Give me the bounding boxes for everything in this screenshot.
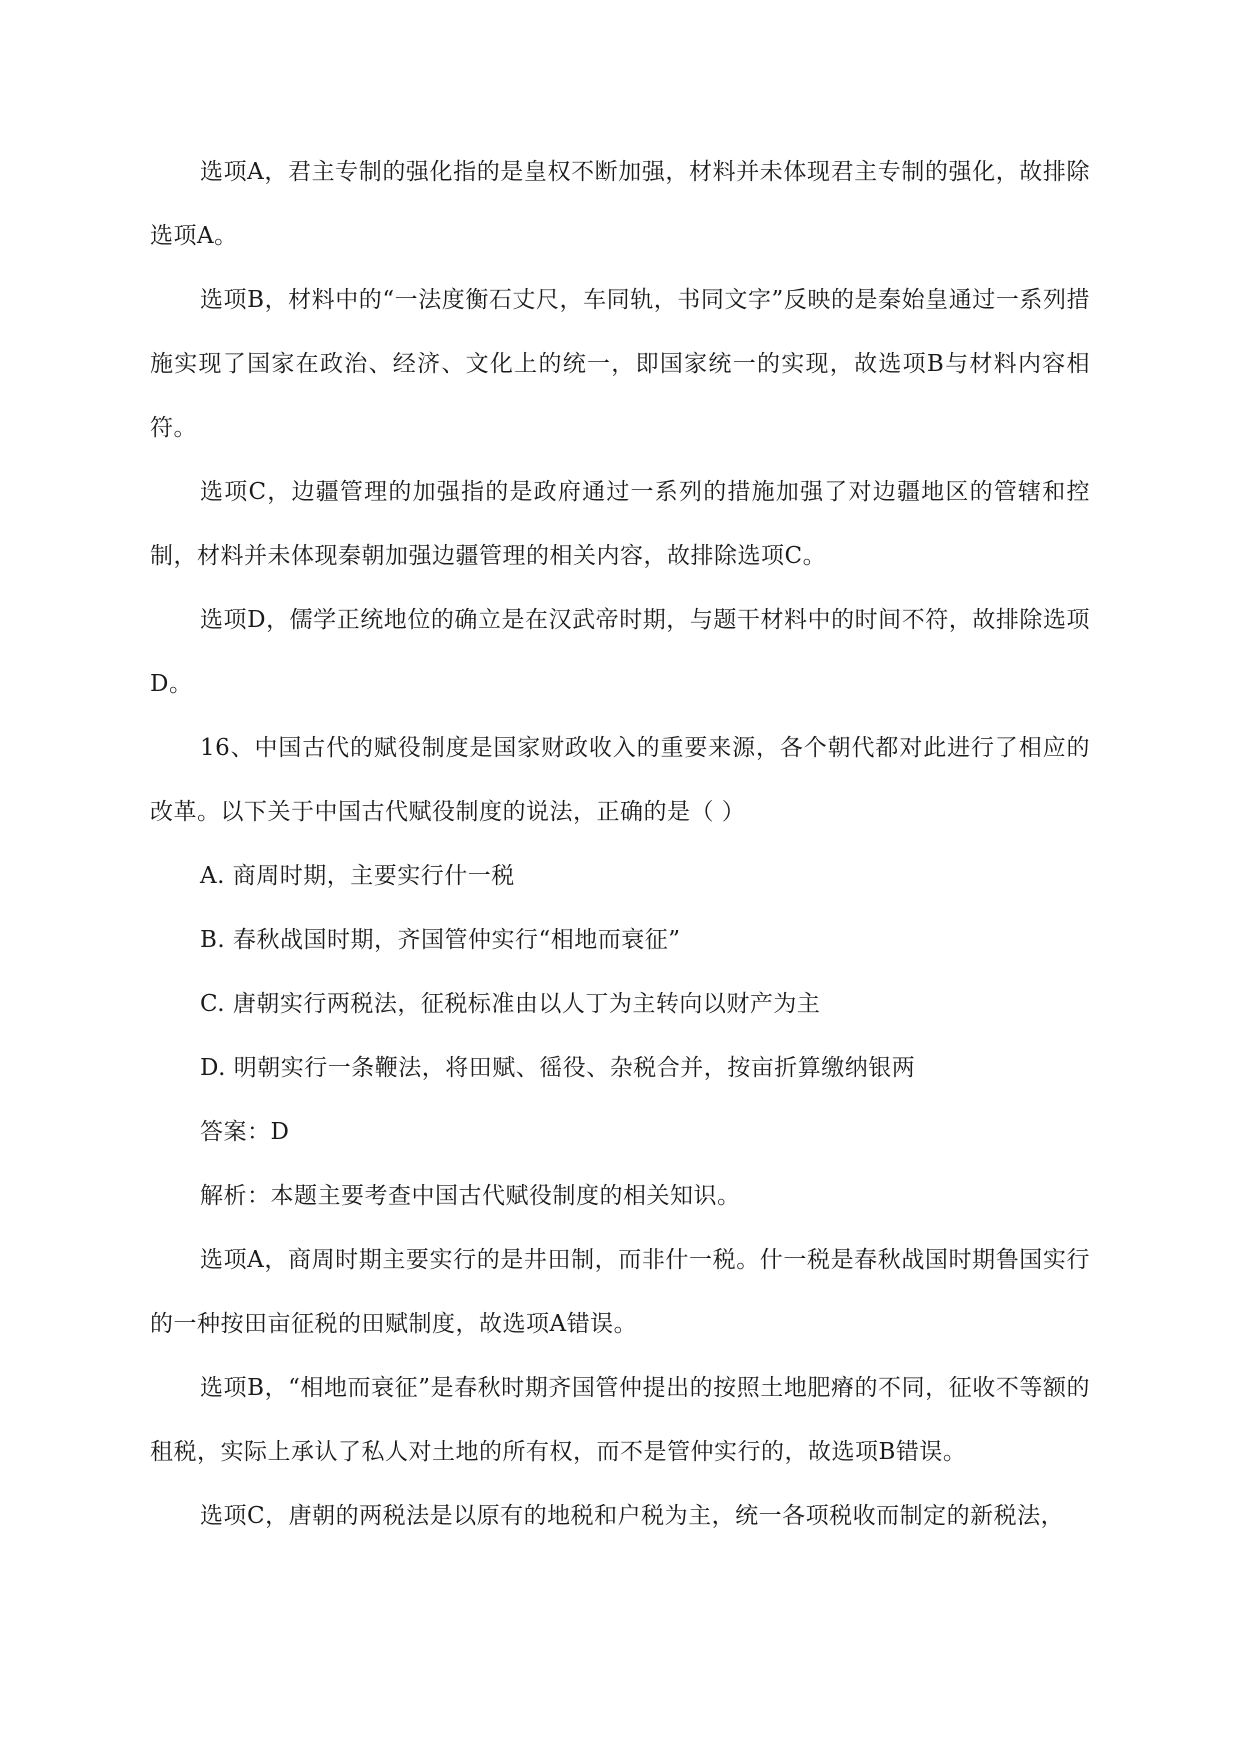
question-option-a: A. 商周时期，主要实行什一税 bbox=[200, 863, 515, 889]
question-option-d: D. 明朝实行一条鞭法，将田赋、徭役、杂税合并，按亩折算缴纳银两 bbox=[200, 1055, 916, 1081]
question-answer: 答案：D bbox=[200, 1119, 290, 1145]
paragraph-option-d: 选项D，儒学正统地位的确立是在汉武帝时期，与题干材料中的时间不符，故排除选项D。 bbox=[150, 607, 1090, 697]
paragraph-option-a: 选项A，君主专制的强化指的是皇权不断加强，材料并未体现君主专制的强化，故排除选项A。 bbox=[150, 159, 1090, 249]
document-body bbox=[150, 140, 1090, 1548]
question-stem: 16、中国古代的赋役制度是国家财政收入的重要来源，各个朝代都对此进行了相应的改革。以下关于中国古代赋役制度的说法，正确的是（ ） bbox=[150, 735, 1090, 825]
paragraph-option-c: 选项C，边疆管理的加强指的是政府通过一系列的措施加强了对边疆地区的管辖和控制，材料并未体现秦朝加强边疆管理的相关内容，故排除选项C。 bbox=[150, 479, 1090, 569]
question-analysis: 解析：本题主要考查中国古代赋役制度的相关知识。 bbox=[200, 1183, 741, 1209]
explanation-option-c: 选项C，唐朝的两税法是以原有的地税和户税为主，统一各项税收而制定的新税法， bbox=[200, 1503, 1065, 1529]
explanation-option-a: 选项A，商周时期主要实行的是井田制，而非什一税。什一税是春秋战国时期鲁国实行的一种按田亩征税的田赋制度，故选项A错误。 bbox=[150, 1247, 1090, 1337]
explanation-option-b: 选项B，“相地而衰征”是春秋时期齐国管仲提出的按照土地肥瘠的不同，征收不等额的租税，实际上承认了私人对土地的所有权，而不是管仲实行的，故选项B错误。 bbox=[150, 1375, 1090, 1465]
question-option-b: B. 春秋战国时期，齐国管仲实行“相地而衰征” bbox=[200, 927, 681, 953]
paragraph-option-b: 选项B，材料中的“一法度衡石丈尺，车同轨，书同文字”反映的是秦始皇通过一系列措施实现了国家在政治、经济、文化上的统一，即国家统一的实现，故选项B与材料内容相符。 bbox=[150, 287, 1090, 441]
question-option-c: C. 唐朝实行两税法，征税标准由以人丁为主转向以财产为主 bbox=[200, 991, 821, 1017]
